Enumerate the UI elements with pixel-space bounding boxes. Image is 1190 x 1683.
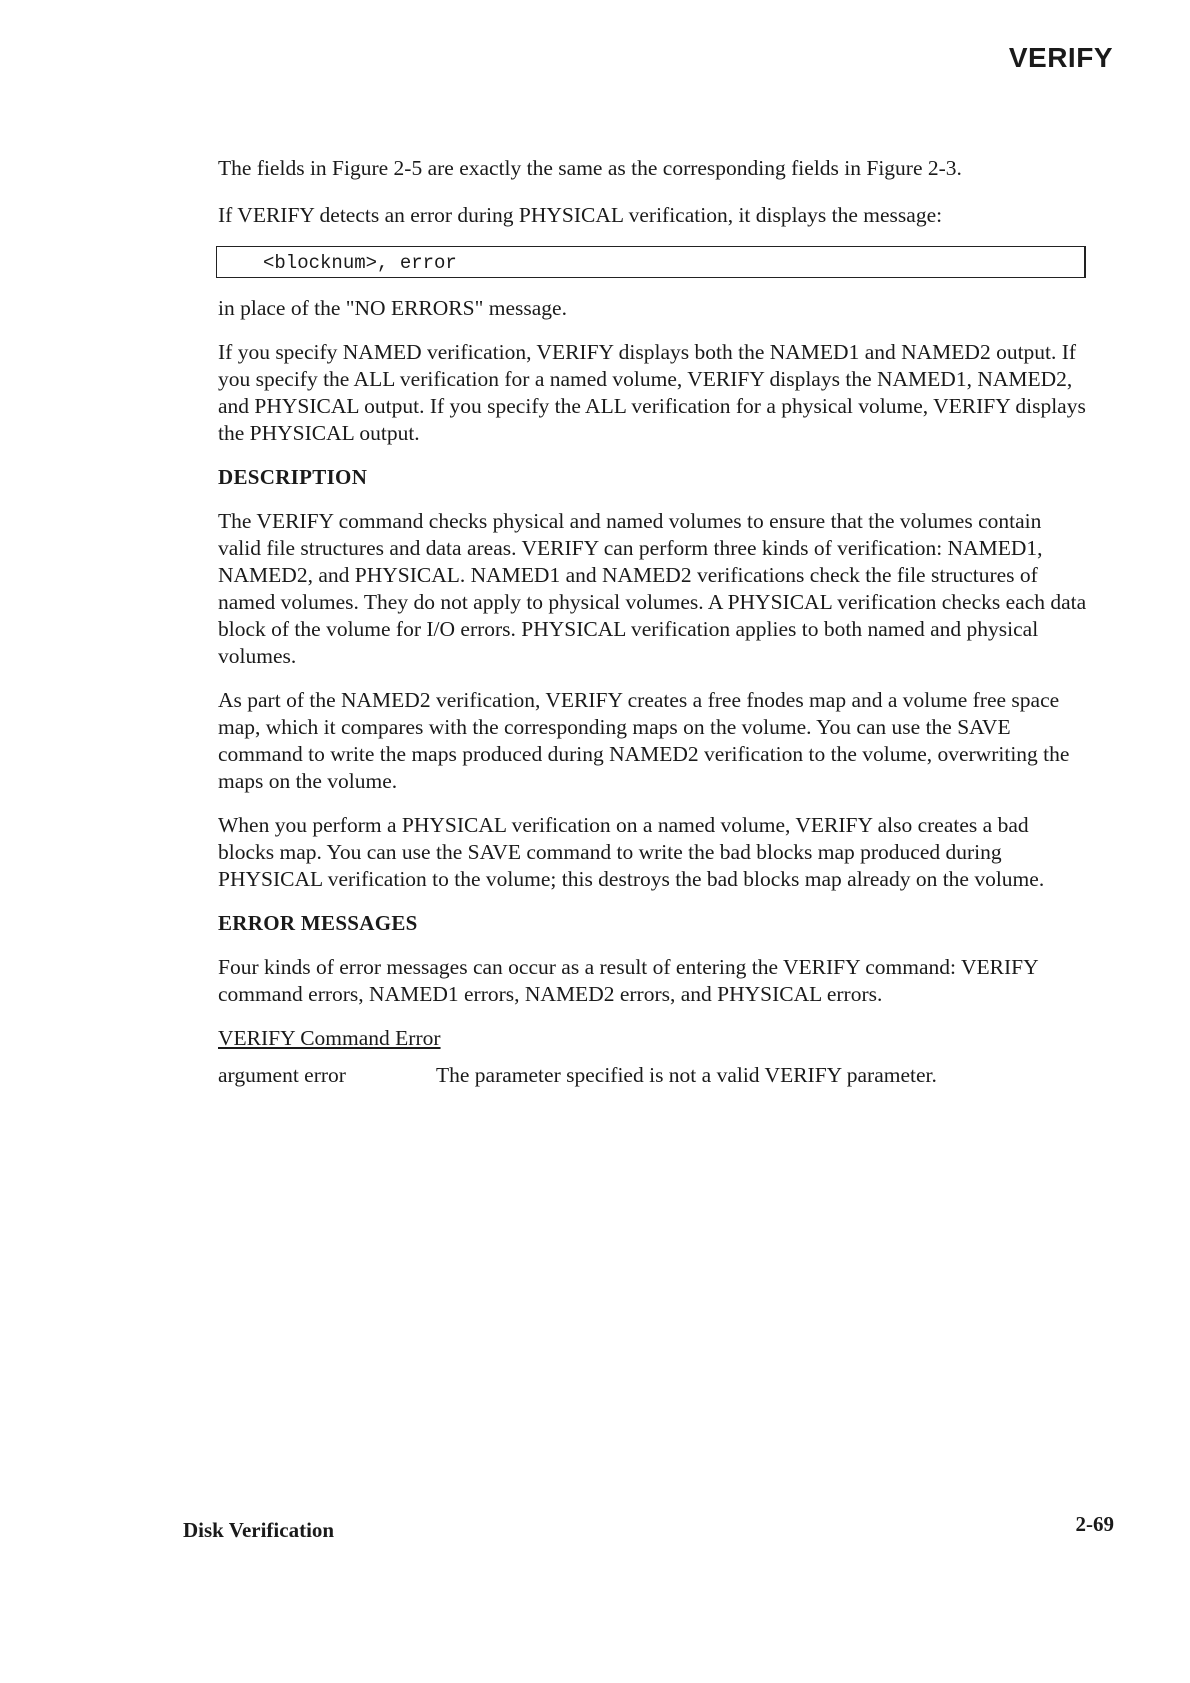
description-paragraph-3: When you perform a PHYSICAL verification on a named volume, VERIFY also creates a bad blocks map. You can use the SAVE command to write the bad blocks map produced during PHYSICAL verification to the volume; this destroys the bad blocks map already on the volume. — [218, 813, 1045, 891]
named-output-paragraph: If you specify NAMED verification, VERIFY displays both the NAMED1 and NAMED2 output. If you specify the ALL verification for a named volume, VERIFY displays the NAMED1, NAMED2, and PHYSICAL output. If you specify the ALL verification for a physical volume, VERIFY displays the PHYSICAL output. — [218, 340, 1086, 445]
footer-page-number: 2-69 — [1075, 1512, 1114, 1536]
description-heading: DESCRIPTION — [218, 465, 368, 489]
error-messages-paragraph: Four kinds of error messages can occur as a result of entering the VERIFY command: VERIFY command errors, NAMED1 errors, NAMED2 errors, and PHYSICAL errors. — [218, 955, 1038, 1006]
description-paragraph-2: As part of the NAMED2 verification, VERIFY creates a free fnodes map and a volume free space map, which it compares with the corresponding maps on the volume. You can use the SAVE command to write the maps produced during NAMED2 verification to the volume, overwriting the maps on the volume. — [218, 688, 1070, 793]
command-error-subheading: VERIFY Command Error — [218, 1026, 441, 1050]
replace-note-paragraph: in place of the "NO ERRORS" message. — [218, 296, 567, 320]
description-paragraph-1: The VERIFY command checks physical and named volumes to ensure that the volumes contain valid file structures and data areas. VERIFY can perform three kinds of verification: NAMED1, NAMED2, and PHYSICAL. NAMED1 and NAMED2 verifications check the file structures of named volumes. They do not apply to physical volumes. A PHYSICAL verification checks each data block of the volume for I/O errors. PHYSICAL verification applies to both named and physical volumes. — [218, 509, 1087, 668]
error-messages-heading: ERROR MESSAGES — [218, 911, 418, 935]
physical-error-lead-paragraph: If VERIFY detects an error during PHYSICAL verification, it displays the message: — [218, 203, 943, 227]
error-entry — [218, 1062, 1088, 1089]
footer-section-title: Disk Verification — [183, 1518, 335, 1542]
page-content — [218, 155, 1088, 1089]
page-header-title: VERIFY — [1008, 42, 1113, 73]
intro-paragraph: The fields in Figure 2-5 are exactly the same as the corresponding fields in Figure 2-3. — [218, 156, 962, 180]
error-description: The parameter specified is not a valid VERIFY parameter. — [436, 1063, 937, 1087]
error-message-box: <blocknum>, error — [216, 246, 1086, 278]
error-term: argument error — [218, 1063, 346, 1087]
